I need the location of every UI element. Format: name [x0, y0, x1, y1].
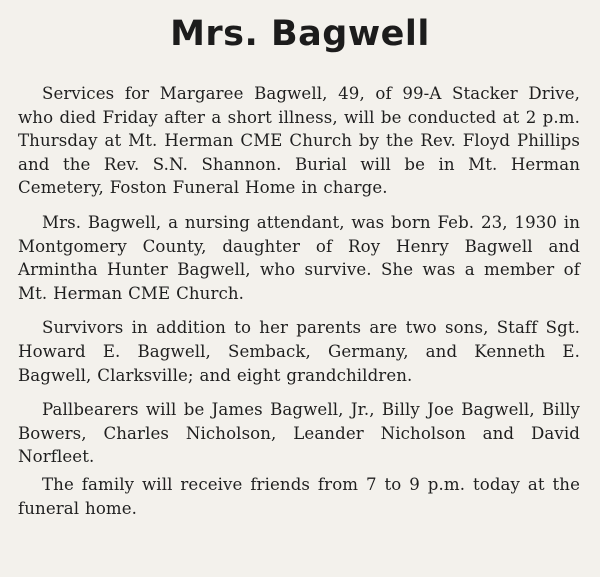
article-body [18, 82, 580, 520]
paragraph-biography: Mrs. Bagwell, a nursing attendant, was born Feb. 23, 1930 in Montgomery County, daughter of Roy Henry Bagwell and Armintha Hunter Bagwell, who survive. She was a member of Mt. Herman CME Church. [18, 212, 580, 303]
article-headline: Mrs. Bagwell [170, 14, 430, 54]
paragraph-pallbearers: Pallbearers will be James Bagwell, Jr., Billy Joe Bagwell, Billy Bowers, Charles Nicholson, Leander Nicholson and David Norfleet. [18, 400, 580, 467]
paragraph-visitation: The family will receive friends from 7 to 9 p.m. today at the funeral home. [18, 474, 580, 518]
paragraph-survivors: Survivors in addition to her parents are two sons, Staff Sgt. Howard E. Bagwell, Semback, Germany, and Kenneth E. Bagwell, Clarksville; and eight grandchildren. [18, 318, 580, 385]
paragraph-services: Services for Margaree Bagwell, 49, of 99-A Stacker Drive, who died Friday after a short illness, will be conducted at 2 p.m. Thursday at Mt. Herman CME Church by the Rev. Floyd Phillips and the Rev. S.N. Shannon. Burial will be in Mt. Herman Cemetery, Foston Funeral Home in charge. [18, 84, 580, 198]
